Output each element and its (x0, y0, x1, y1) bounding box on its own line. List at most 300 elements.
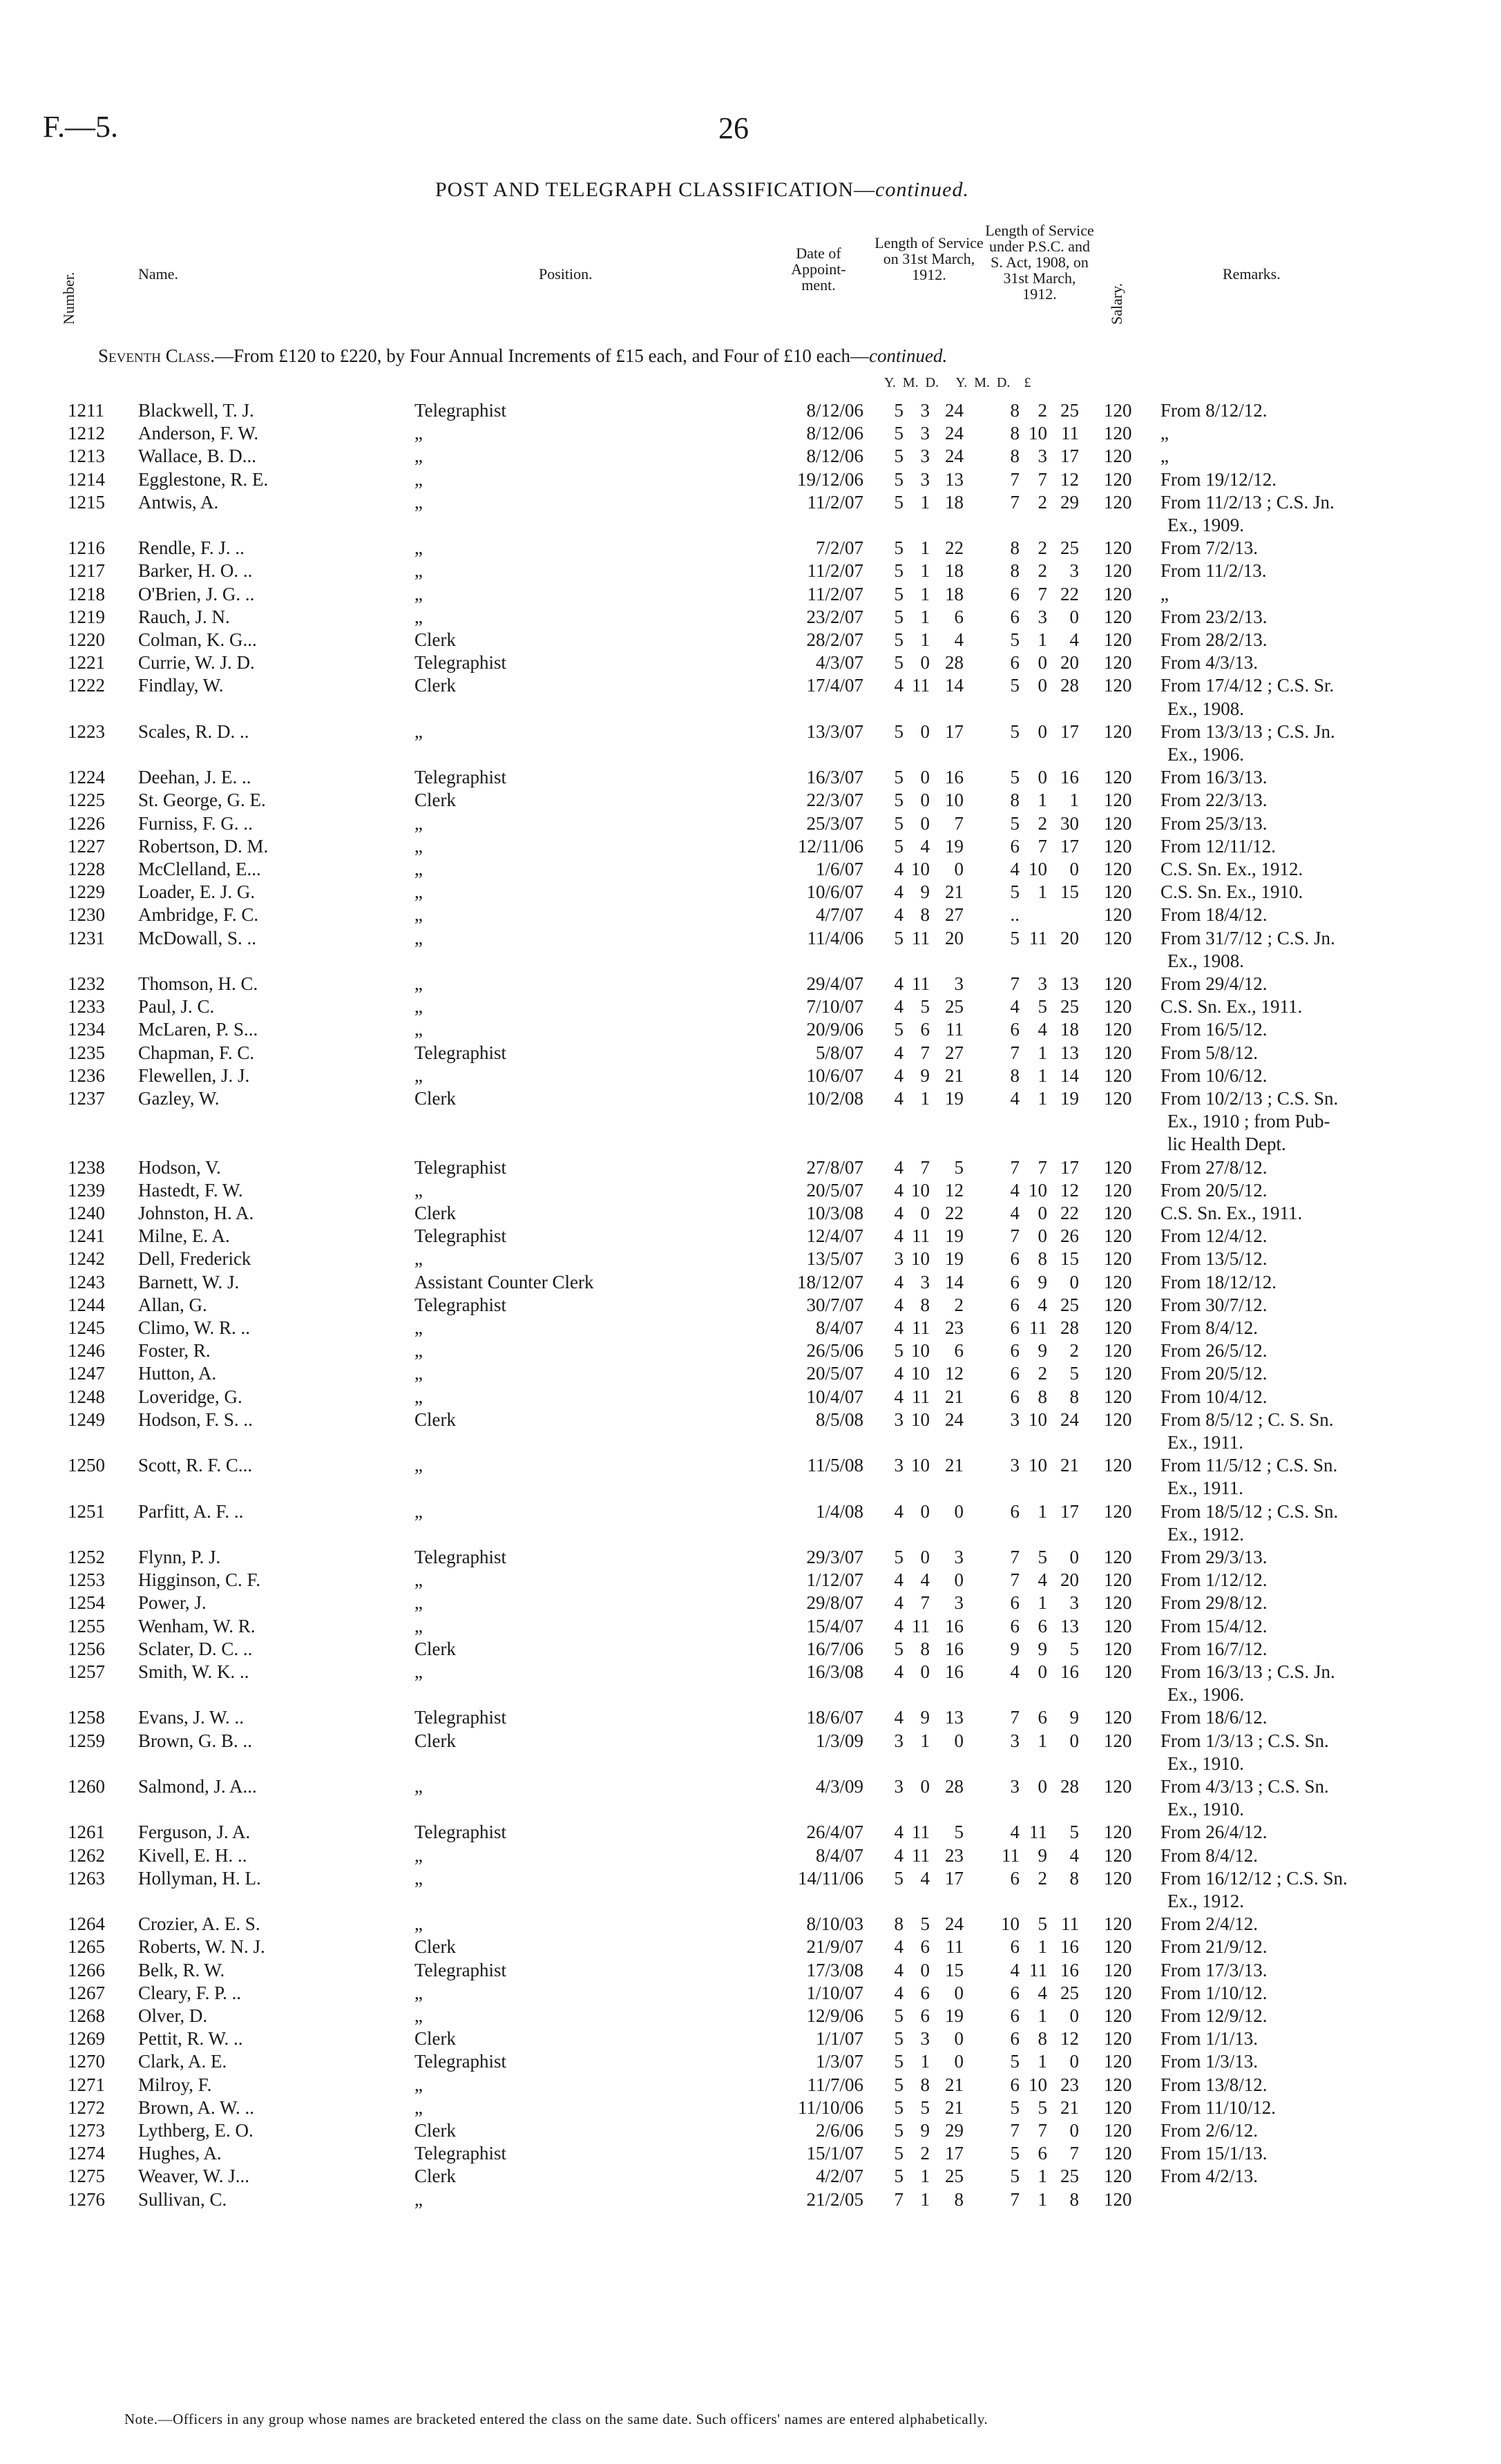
row-number: 1237 (68, 1088, 105, 1109)
row-name: Cleary, F. P. .. (138, 1982, 242, 2003)
row-salary: 120 (1104, 2143, 1132, 2164)
row-name: Hodson, V. (138, 1156, 221, 1178)
row-psc-service-value: 3 (1069, 560, 1079, 582)
row-appointment-date: 10/3/08 (806, 1203, 863, 1223)
row-psc-service-value: 5 (1010, 629, 1020, 650)
row-service-value: 4 (894, 675, 904, 696)
row-service-value: 19 (945, 1225, 964, 1247)
row-psc-service-value: 5 (1038, 1547, 1047, 1567)
row-appointment-date: 4/2/07 (815, 2166, 863, 2187)
row-service-value: 16 (945, 1661, 964, 1682)
row-service-value: 1 (920, 583, 930, 604)
row-position: „ (414, 1179, 423, 1201)
row-remarks-continued: Ex., 1908. (1167, 950, 1244, 971)
row-remarks: From 17/4/12 ; C.S. Sr. (1160, 675, 1335, 696)
row-service-value: 5 (894, 491, 904, 513)
row-remarks: From 8/4/12. (1160, 1844, 1259, 1866)
row-appointment-date: 15/4/07 (806, 1615, 863, 1636)
row-psc-service-value: 8 (1010, 790, 1020, 811)
row-psc-service-value: 9 (1069, 1707, 1079, 1728)
row-service-value: 5 (894, 400, 904, 421)
row-position: Clerk (414, 2120, 456, 2141)
row-position: „ (414, 560, 423, 582)
row-service-value: 4 (894, 1982, 904, 2003)
row-appointment-date: 13/5/07 (806, 1248, 863, 1270)
row-service-value: 10 (911, 1408, 930, 1430)
row-number: 1211 (68, 400, 104, 421)
row-service-value: 8 (920, 1638, 930, 1659)
row-appointment-date: 30/7/07 (806, 1294, 863, 1315)
row-psc-service-value: 7 (1010, 468, 1020, 490)
row-psc-service-value: 6 (1010, 1982, 1020, 2003)
row-service-value: 5 (894, 1867, 904, 1889)
row-psc-service-value: 17 (1060, 446, 1079, 467)
row-name: O'Brien, J. G. .. (138, 583, 255, 604)
row-psc-service-value: 10 (1029, 1408, 1047, 1430)
row-number: 1214 (68, 468, 105, 490)
row-psc-service-value: 6 (1010, 1271, 1020, 1292)
row-psc-service-value: 17 (1060, 1500, 1079, 1522)
row-psc-service-value: 6 (1010, 2074, 1020, 2095)
row-salary: 120 (1104, 1730, 1132, 1751)
row-psc-service-value: 16 (1060, 1936, 1079, 1958)
row-service-value: 5 (894, 560, 904, 582)
row-service-value: 4 (894, 1088, 904, 1109)
units-row: Y. M. D. Y. M. D. £ (884, 375, 1031, 390)
row-service-value: 23 (945, 1317, 964, 1338)
row-psc-service-value: .. (1010, 904, 1020, 926)
row-service-value: 6 (920, 2005, 930, 2026)
row-position: Telegraphist (414, 2143, 507, 2164)
row-psc-service-value: 4 (1038, 1982, 1047, 2003)
row-number: 1266 (68, 1959, 105, 1980)
row-psc-service-value: 1 (1038, 1730, 1047, 1751)
row-salary: 120 (1104, 790, 1132, 811)
row-appointment-date: 1/12/07 (806, 1569, 863, 1591)
row-salary: 120 (1104, 1088, 1132, 1109)
row-appointment-date: 11/2/07 (807, 560, 863, 582)
row-service-value: 3 (954, 1547, 964, 1567)
row-salary: 120 (1104, 675, 1132, 696)
row-service-value: 5 (894, 2143, 904, 2164)
row-service-value: 11 (912, 1386, 930, 1407)
row-psc-service-value: 5 (1069, 1363, 1079, 1384)
row-service-value: 5 (894, 835, 904, 857)
row-salary: 120 (1104, 1982, 1132, 2003)
row-service-value: 11 (912, 1317, 930, 1338)
row-psc-service-value: 16 (1060, 767, 1079, 788)
row-remarks: From 8/4/12. (1160, 1317, 1259, 1338)
row-service-value: 11 (912, 927, 930, 948)
row-salary: 120 (1104, 2188, 1132, 2210)
row-service-value: 1 (920, 1730, 930, 1751)
row-appointment-date: 28/2/07 (806, 629, 863, 650)
row-psc-service-value: 1 (1038, 1042, 1047, 1063)
row-position: „ (414, 2074, 423, 2095)
row-position: Telegraphist (414, 767, 507, 788)
row-service-value: 11 (946, 1936, 964, 1958)
row-number: 1212 (68, 423, 105, 444)
row-psc-service-value: 28 (1060, 1317, 1079, 1338)
row-psc-service-value: 0 (1038, 1661, 1047, 1682)
row-position: „ (414, 1363, 423, 1384)
row-psc-service-value: 9 (1038, 1638, 1047, 1659)
row-number: 1238 (68, 1156, 105, 1178)
row-name: Loader, E. J. G. (138, 881, 256, 903)
row-name: Johnston, H. A. (138, 1203, 254, 1223)
row-psc-service-value: 25 (1060, 400, 1079, 421)
row-number: 1267 (68, 1982, 105, 2003)
row-salary: 120 (1104, 859, 1132, 879)
row-salary: 120 (1104, 767, 1132, 788)
row-psc-service-value: 21 (1060, 1455, 1079, 1476)
row-appointment-date: 22/3/07 (806, 790, 863, 811)
row-position: „ (414, 537, 423, 559)
row-salary: 120 (1104, 720, 1132, 742)
row-number: 1271 (68, 2074, 105, 2095)
row-psc-service-value: 0 (1069, 606, 1079, 627)
row-salary: 120 (1104, 1547, 1132, 1567)
row-psc-service-value: 0 (1038, 1203, 1047, 1223)
row-psc-service-value: 1 (1069, 790, 1079, 811)
row-position: Telegraphist (414, 1822, 507, 1843)
row-psc-service-value: 6 (1010, 1867, 1020, 1889)
row-psc-service-value: 11 (1029, 1317, 1047, 1338)
row-appointment-date: 21/9/07 (806, 1936, 863, 1958)
row-number: 1228 (68, 859, 105, 879)
row-psc-service-value: 0 (1069, 859, 1079, 879)
row-psc-service-value: 6 (1010, 2005, 1020, 2026)
row-psc-service-value: 5 (1069, 1638, 1079, 1659)
class-name: Seventh Class. (98, 345, 215, 366)
row-psc-service-value: 2 (1038, 537, 1047, 559)
row-name: Antwis, A. (138, 491, 219, 513)
row-psc-service-value: 1 (1038, 2051, 1047, 2072)
row-remarks: From 26/4/12. (1160, 1822, 1268, 1843)
row-salary: 120 (1104, 1064, 1132, 1086)
row-appointment-date: 11/7/06 (807, 2074, 863, 2095)
row-psc-service-value: 7 (1038, 835, 1047, 857)
row-remarks: From 13/5/12. (1160, 1248, 1268, 1270)
row-service-value: 5 (894, 790, 904, 811)
row-service-value: 27 (945, 904, 964, 926)
row-position: „ (414, 1248, 423, 1270)
row-psc-service-value: 6 (1010, 1615, 1020, 1636)
row-psc-service-value: 8 (1010, 560, 1020, 582)
row-psc-service-value: 6 (1010, 1386, 1020, 1407)
row-salary: 120 (1104, 583, 1132, 604)
row-number: 1273 (68, 2120, 105, 2141)
row-psc-service-value: 5 (1069, 1822, 1079, 1843)
row-remarks: From 30/7/12. (1160, 1294, 1268, 1315)
row-name: Loveridge, G. (138, 1386, 242, 1407)
row-service-value: 5 (894, 2120, 904, 2141)
row-salary: 120 (1104, 1615, 1132, 1636)
row-salary: 120 (1104, 1363, 1132, 1384)
row-psc-service-value: 11 (1029, 927, 1047, 948)
row-position: Clerk (414, 1936, 456, 1958)
col-position-header: Position. (539, 265, 593, 283)
row-service-value: 11 (912, 1225, 930, 1247)
row-remarks-continued: Ex., 1908. (1167, 698, 1244, 719)
footnote: Note.—Officers in any group whose names are bracketed entered the class on the same date. Such officers' names are entered alphabetically. (124, 2411, 988, 2427)
row-appointment-date: 10/6/07 (806, 881, 863, 903)
row-psc-service-value: 2 (1069, 1340, 1079, 1362)
row-psc-service-value: 6 (1010, 1294, 1020, 1315)
row-service-value: 0 (954, 859, 964, 879)
row-psc-service-value: 0 (1038, 1225, 1047, 1247)
row-service-value: 3 (954, 1592, 964, 1614)
col-psc-service-header: Length of Service under P.S.C. and S. Act, 1908, on 31st March, 1912. (985, 222, 1094, 303)
row-name: Smith, W. K. .. (138, 1661, 249, 1682)
row-name: Anderson, F. W. (138, 423, 259, 444)
row-appointment-date: 5/8/07 (815, 1042, 863, 1063)
row-position: „ (414, 583, 423, 604)
row-service-value: 24 (945, 1913, 964, 1935)
class-continued: continued. (869, 345, 948, 366)
row-psc-service-value: 0 (1069, 2051, 1079, 2072)
row-psc-service-value: 10 (1029, 423, 1047, 444)
row-psc-service-value: 5 (1010, 881, 1020, 903)
row-psc-service-value: 12 (1060, 2028, 1079, 2050)
row-service-value: 5 (894, 1547, 904, 1567)
row-name: Scales, R. D. .. (138, 720, 249, 742)
row-name: Sclater, D. C. .. (138, 1638, 253, 1659)
row-service-value: 0 (954, 1569, 964, 1591)
row-position: „ (414, 2005, 423, 2026)
row-salary: 120 (1104, 1844, 1132, 1866)
row-position: „ (414, 1867, 423, 1889)
row-remarks-continued: Ex., 1911. (1167, 1432, 1243, 1453)
row-name: Chapman, F. C. (138, 1042, 255, 1063)
row-number: 1230 (68, 904, 105, 926)
row-service-value: 7 (920, 1156, 930, 1178)
row-psc-service-value: 7 (1010, 491, 1020, 513)
row-name: Hutton, A. (138, 1363, 217, 1384)
row-psc-service-value: 0 (1038, 652, 1047, 674)
row-psc-service-value: 22 (1060, 583, 1079, 604)
row-service-value: 1 (920, 2051, 930, 2072)
row-service-value: 4 (894, 1386, 904, 1407)
row-salary: 120 (1104, 468, 1132, 490)
row-number: 1276 (68, 2188, 105, 2210)
row-salary: 120 (1104, 629, 1132, 650)
row-appointment-date: 20/5/07 (806, 1179, 863, 1201)
row-salary: 120 (1104, 1500, 1132, 1522)
row-service-value: 4 (894, 1042, 904, 1063)
row-service-value: 21 (945, 881, 964, 903)
row-position: Telegraphist (414, 1959, 507, 1980)
row-number: 1256 (68, 1638, 105, 1659)
row-salary: 120 (1104, 1592, 1132, 1614)
row-number: 1224 (68, 767, 105, 788)
row-service-value: 17 (945, 720, 964, 742)
row-remarks: C.S. Sn. Ex., 1911. (1160, 1203, 1303, 1223)
row-remarks: From 13/3/13 ; C.S. Jn. (1160, 720, 1335, 742)
row-service-value: 27 (945, 1042, 964, 1063)
row-remarks-continued: Ex., 1910. (1167, 1753, 1244, 1774)
row-service-value: 10 (911, 1455, 930, 1476)
row-number: 1259 (68, 1730, 105, 1751)
row-service-value: 11 (912, 973, 930, 994)
row-remarks: From 2/4/12. (1160, 1913, 1259, 1935)
row-psc-service-value: 8 (1010, 423, 1020, 444)
row-service-value: 5 (894, 537, 904, 559)
row-number: 1264 (68, 1913, 105, 1935)
row-psc-service-value: 1 (1038, 629, 1047, 650)
row-service-value: 7 (920, 1042, 930, 1063)
row-psc-service-value: 5 (1010, 2051, 1020, 2072)
row-service-value: 21 (945, 1064, 964, 1086)
row-salary: 120 (1104, 2097, 1132, 2118)
row-number: 1251 (68, 1500, 105, 1522)
row-service-value: 5 (920, 2097, 930, 2118)
row-psc-service-value: 2 (1038, 400, 1047, 421)
row-service-value: 4 (920, 1867, 930, 1889)
row-psc-service-value: 5 (1010, 927, 1020, 948)
row-number: 1219 (68, 606, 105, 627)
row-appointment-date: 20/5/07 (806, 1363, 863, 1384)
row-name: Power, J. (138, 1592, 207, 1614)
row-service-value: 3 (954, 973, 964, 994)
row-psc-service-value: 1 (1038, 1936, 1047, 1958)
row-appointment-date: 21/2/05 (806, 2188, 863, 2210)
row-appointment-date: 12/9/06 (806, 2005, 863, 2026)
row-psc-service-value: 3 (1038, 446, 1047, 467)
col-service-header: Length of Service on 31st March, 1912. (874, 234, 984, 283)
row-service-value: 9 (920, 881, 930, 903)
row-name: Furniss, F. G. .. (138, 812, 253, 834)
row-service-value: 22 (945, 1203, 964, 1223)
row-remarks: From 8/5/12 ; C. S. Sn. (1160, 1408, 1334, 1430)
row-service-value: 17 (945, 2143, 964, 2164)
row-remarks-continued: Ex., 1910 ; from Pub- (1167, 1111, 1330, 1132)
row-psc-service-value: 4 (1010, 996, 1020, 1018)
row-service-value: 1 (920, 629, 930, 650)
row-psc-service-value: 1 (1038, 881, 1047, 903)
row-salary: 120 (1104, 1294, 1132, 1315)
row-number: 1245 (68, 1317, 105, 1338)
row-number: 1243 (68, 1271, 105, 1292)
row-appointment-date: 8/12/06 (806, 446, 863, 467)
row-service-value: 0 (920, 1776, 930, 1797)
row-psc-service-value: 0 (1038, 767, 1047, 788)
row-remarks: From 22/3/13. (1160, 790, 1268, 811)
row-psc-service-value: 13 (1060, 973, 1079, 994)
row-psc-service-value: 3 (1038, 973, 1047, 994)
row-service-value: 3 (920, 2028, 930, 2050)
row-remarks: From 28/2/13. (1160, 629, 1268, 650)
row-service-value: 13 (945, 468, 964, 490)
row-appointment-date: 7/10/07 (806, 996, 863, 1018)
row-remarks-continued: Ex., 1910. (1167, 1799, 1244, 1820)
row-service-value: 24 (945, 1408, 964, 1430)
row-position: Clerk (414, 675, 456, 696)
row-salary: 120 (1104, 996, 1132, 1018)
row-number: 1215 (68, 491, 105, 513)
row-name: Gazley, W. (138, 1088, 220, 1109)
row-service-value: 5 (894, 1019, 904, 1040)
row-service-value: 4 (894, 1615, 904, 1636)
row-psc-service-value: 10 (1029, 1455, 1047, 1476)
row-psc-service-value: 15 (1060, 881, 1079, 903)
row-position: Clerk (414, 790, 456, 811)
row-remarks: From 16/3/13 ; C.S. Jn. (1160, 1661, 1335, 1682)
row-psc-service-value: 3 (1010, 1730, 1020, 1751)
row-appointment-date: 14/11/06 (797, 1867, 863, 1889)
row-appointment-date: 8/5/08 (815, 1408, 863, 1430)
row-psc-service-value: 10 (1029, 2074, 1047, 2095)
row-position: „ (414, 468, 423, 490)
row-number: 1249 (68, 1408, 105, 1430)
row-psc-service-value: 12 (1060, 468, 1079, 490)
row-number: 1272 (68, 2097, 105, 2118)
row-position: Telegraphist (414, 1294, 507, 1315)
row-remarks-continued: lic Health Dept. (1167, 1134, 1286, 1155)
row-psc-service-value: 29 (1060, 491, 1079, 513)
row-psc-service-value: 30 (1060, 812, 1079, 834)
row-appointment-date: 18/12/07 (796, 1271, 863, 1292)
row-psc-service-value: 6 (1010, 1248, 1020, 1270)
row-number: 1235 (68, 1042, 105, 1063)
row-service-value: 24 (945, 423, 964, 444)
row-psc-service-value: 10 (1029, 859, 1047, 879)
row-number: 1232 (68, 973, 105, 994)
row-psc-service-value: 6 (1010, 606, 1020, 627)
row-psc-service-value: 17 (1060, 1156, 1079, 1178)
row-remarks: From 18/4/12. (1160, 904, 1268, 926)
row-psc-service-value: 7 (1038, 468, 1047, 490)
row-appointment-date: 8/4/07 (815, 1844, 863, 1866)
row-service-value: 21 (945, 1455, 964, 1476)
row-service-value: 3 (894, 1730, 904, 1751)
row-service-value: 16 (945, 767, 964, 788)
row-number: 1221 (68, 652, 105, 674)
row-psc-service-value: 16 (1060, 1959, 1079, 1980)
row-remarks-continued: Ex., 1911. (1167, 1478, 1243, 1499)
row-service-value: 4 (920, 835, 930, 857)
row-service-value: 1 (920, 537, 930, 559)
row-position: „ (414, 1569, 423, 1591)
row-appointment-date: 25/3/07 (806, 812, 863, 834)
row-appointment-date: 1/1/07 (815, 2028, 863, 2050)
row-service-value: 19 (945, 835, 964, 857)
row-position: „ (414, 1982, 423, 2003)
row-position: „ (414, 835, 423, 857)
row-appointment-date: 1/10/07 (806, 1982, 863, 2003)
row-position: Telegraphist (414, 1225, 507, 1247)
row-remarks: C.S. Sn. Ex., 1912. (1160, 859, 1303, 879)
row-salary: 120 (1104, 1661, 1132, 1682)
class-description: —From £120 to £220, by Four Annual Increments of £15 each, and Four of £10 each— (214, 345, 870, 366)
row-service-value: 8 (920, 904, 930, 926)
row-service-value: 5 (894, 2166, 904, 2187)
row-psc-service-value: 1 (1038, 2188, 1047, 2210)
row-position: „ (414, 606, 423, 627)
row-psc-service-value: 7 (1010, 973, 1020, 994)
row-appointment-date: 13/3/07 (806, 720, 863, 742)
row-psc-service-value: 8 (1038, 2028, 1047, 2050)
row-number: 1262 (68, 1844, 105, 1866)
row-psc-service-value: 6 (1038, 1707, 1047, 1728)
row-service-value: 10 (945, 790, 964, 811)
row-appointment-date: 7/2/07 (815, 537, 863, 559)
row-service-value: 11 (912, 1844, 930, 1866)
row-psc-service-value: 7 (1010, 1547, 1020, 1567)
row-psc-service-value: 11 (1061, 1913, 1079, 1935)
row-appointment-date: 29/4/07 (806, 973, 863, 994)
row-psc-service-value: 0 (1069, 1547, 1079, 1567)
